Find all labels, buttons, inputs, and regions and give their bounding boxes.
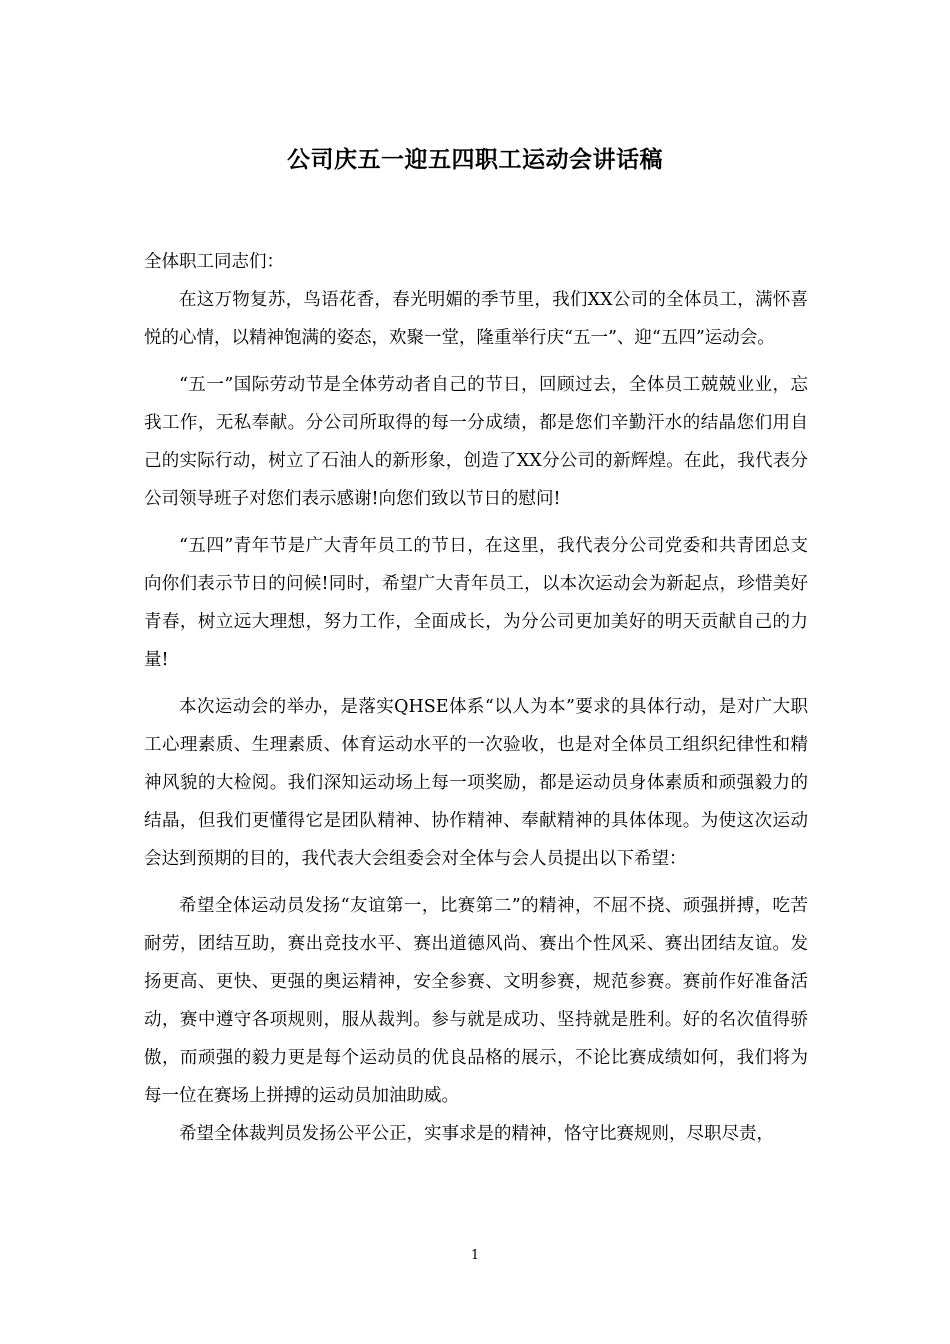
paragraph-6: 希望全体裁判员发扬公平公正，实事求是的精神，恪守比赛规则，尽职尽责， (179, 1124, 774, 1144)
salutation: 全体职工同志们： (144, 252, 284, 272)
document-title: 公司庆五一迎五四职工运动会讲话稿 (287, 147, 663, 173)
paragraph-4: 本次运动会的举办，是落实QHSE体系“以人为本”要求的具体行动，是对广大职工心理素质、生理素质、体育运动水平的一次验收，也是对全体员工组织纪律性和精神风貌的大检阅。我们深知运动场上每一项奖励，都是运动员身体素质和顽强毅力的结晶，但我们更懂得它是团队精神、协作精神、奉献精神的具体体现。为使这次运动会达到预期的目的，我代表大会组委会对全体与会人员提出以下希望： (144, 697, 808, 869)
paragraph-1: 在这万物复苏，鸟语花香，春光明媚的季节里，我们XX公司的全体员工，满怀喜悦的心情，以精神饱满的姿态，欢聚一堂，隆重举行庆“五一”、迎“五四”运动会。 (144, 290, 808, 348)
paragraph-5: 希望全体运动员发扬“友谊第一，比赛第二”的精神，不屈不挠、顽强拼搏，吃苦耐劳，团结互助，赛出竞技水平、赛出道德风尚、赛出个性风采、赛出团结友谊。发扬更高、更快、更强的奥运精神，安全参赛、文明参赛，规范参赛。赛前作好准备活动，赛中遵守各项规则，服从裁判。参与就是成功、坚持就是胜利。好的名次值得骄傲，而顽强的毅力更是每个运动员的优良品格的展示，不论比赛成绩如何，我们将为每一位在赛场上拼搏的运动员加油助威。 (144, 896, 808, 1106)
page-number: 1 (470, 1248, 480, 1263)
paragraph-2: “五一”国际劳动节是全体劳动者自己的节日，回顾过去，全体员工兢兢业业，忘我工作，无私奉献。分公司所取得的每一分成绩，都是您们辛勤汗水的结晶您们用自己的实际行动，树立了石油人的新形象，创造了XX分公司的新辉煌。在此，我代表分公司领导班子对您们表示感谢!向您们致以节日的慰问! (144, 375, 808, 509)
document-body (144, 243, 808, 1153)
paragraph-3: “五四”青年节是广大青年员工的节日，在这里，我代表分公司党委和共青团总支向你们表示节日的问候!同时，希望广大青年员工，以本次运动会为新起点，珍惜美好青春，树立远大理想，努力工作，全面成长，为分公司更加美好的明天贡献自己的力量! (144, 536, 808, 670)
